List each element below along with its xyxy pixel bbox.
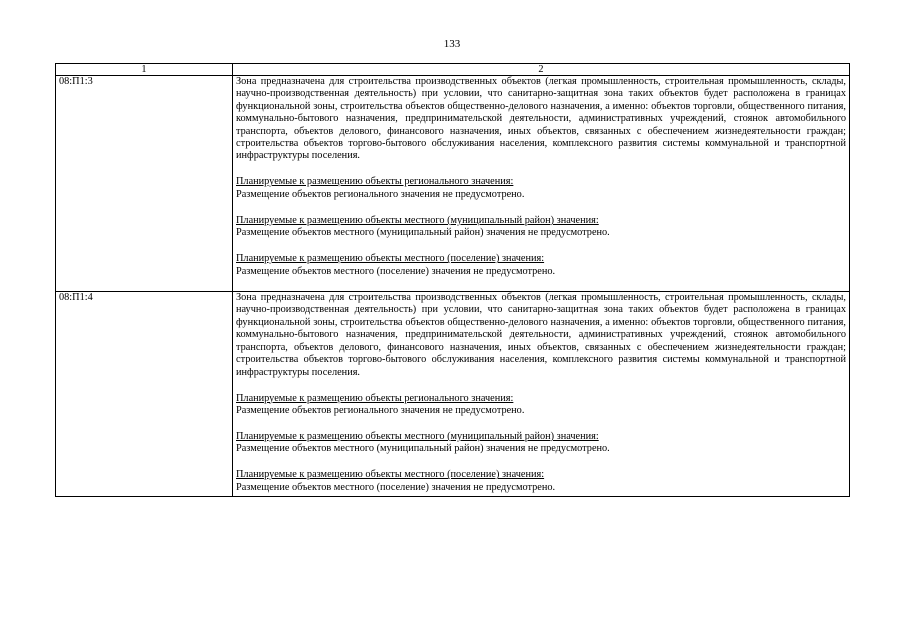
section-heading: Планируемые к размещению объекты регионального значения:: [236, 392, 514, 404]
section-text: Размещение объектов местного (поселение) значения не предусмотрено.: [236, 481, 556, 493]
page-number: 133: [443, 38, 461, 50]
section-heading: Планируемые к размещению объекты местного (муниципальный район) значения:: [236, 214, 599, 226]
section-text: Размещение объектов местного (поселение) значения не предусмотрено.: [236, 265, 556, 277]
zone-description-cell: [233, 292, 850, 497]
zone-description: Зона предназначена для строительства производственных объектов (легкая промышленность, строительная промышленность, склады, научно-производственная деятельность) при условии, что санитарно-защитная зона таких объектов будет расположена в границах функциональной зоны, строительства объектов общественно-делового назначения, а именно: объектов торговли, общественного питания, коммунально-бытового назначения, предпринимательской деятельности, административных учреждений, стоянок автомобильного транспорта, объектов делового, финансового назначения, иных объектов, связанных с обеспечением жизнедеятельности граждан; строительства объектов торгово-бытового обслуживания населения, комплексного развития системы коммунальной и транспортной инфраструктуры поселения.: [236, 292, 846, 378]
section-heading: Планируемые к размещению объекты регионального значения:: [236, 176, 514, 188]
section-text: Размещение объектов местного (муниципальный район) значения не предусмотрено.: [236, 443, 610, 455]
regional-objects-section: [236, 176, 846, 201]
regional-objects-section: [236, 393, 846, 418]
settlement-objects-section: [236, 469, 846, 494]
table-row: [56, 76, 850, 292]
zones-table: [55, 63, 850, 497]
table-row: [56, 292, 850, 497]
zone-description: Зона предназначена для строительства производственных объектов (легкая промышленность, строительная промышленность, склады, научно-производственная деятельность) при условии, что санитарно-защитная зона таких объектов будет расположена в границах функциональной зоны, строительства объектов общественно-делового назначения, а именно: объектов торговли, общественного питания, коммунально-бытового назначения, предпринимательской деятельности, административных учреждений, стоянок автомобильного транспорта, объектов делового, финансового назначения, иных объектов, связанных с обеспечением жизнедеятельности граждан; строительства объектов торгово-бытового обслуживания населения, комплексного развития системы коммунальной и транспортной инфраструктуры поселения.: [236, 76, 846, 162]
municipal-district-objects-section: [236, 215, 846, 240]
section-text: Размещение объектов местного (муниципальный район) значения не предусмотрено.: [236, 227, 610, 239]
zone-description-cell: [233, 76, 850, 292]
section-text: Размещение объектов регионального значения не предусмотрено.: [236, 404, 525, 416]
zone-code: 08:П1:3: [56, 76, 233, 292]
section-text: Размещение объектов регионального значения не предусмотрено.: [236, 188, 525, 200]
section-heading: Планируемые к размещению объекты местного (поселение) значения:: [236, 253, 545, 265]
section-heading: Планируемые к размещению объекты местного (муниципальный район) значения:: [236, 430, 599, 442]
column-header-2: 2: [233, 64, 850, 76]
column-header-1: 1: [56, 64, 233, 76]
zone-code: 08:П1:4: [56, 292, 233, 497]
municipal-district-objects-section: [236, 431, 846, 456]
settlement-objects-section: [236, 253, 846, 278]
table-header-row: [56, 64, 850, 76]
section-heading: Планируемые к размещению объекты местного (поселение) значения:: [236, 469, 545, 481]
